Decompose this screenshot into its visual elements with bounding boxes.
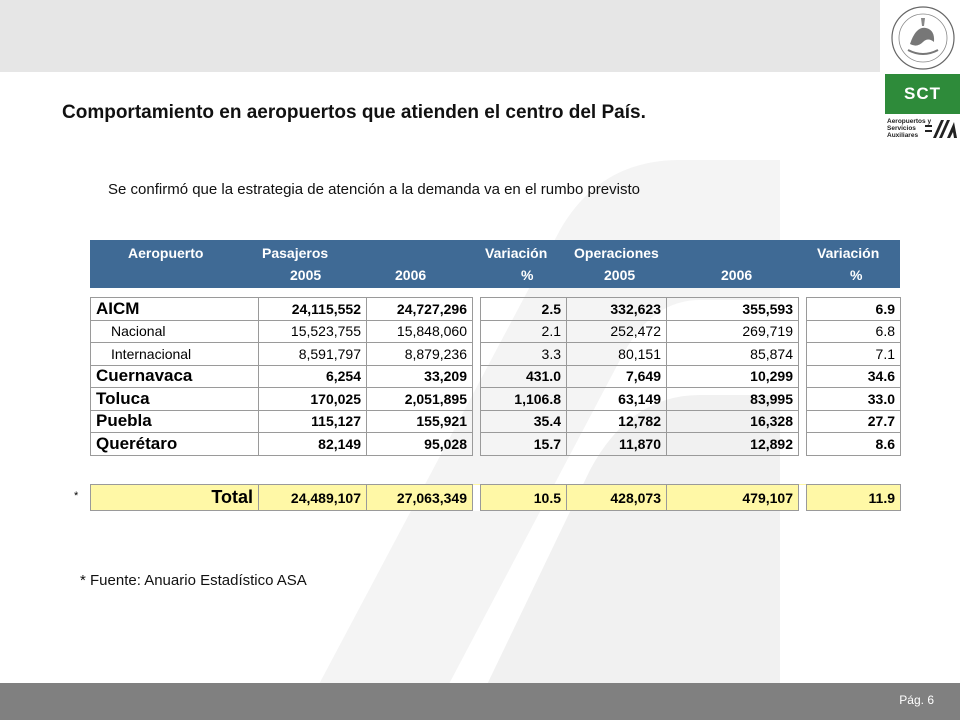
operaciones-2006: 83,995 [667, 388, 799, 411]
operaciones-variacion: 33.0 [807, 388, 901, 411]
pasajeros-2006: 24,727,296 [367, 298, 473, 321]
pasajeros-variacion: 15.7 [481, 433, 567, 456]
operaciones-variacion: 8.6 [807, 433, 901, 456]
asa-mark-icon [925, 120, 957, 138]
table-row [91, 320, 901, 343]
total-row [90, 484, 901, 511]
operaciones-variacion: 6.8 [807, 320, 901, 343]
operaciones-2006: 10,299 [667, 365, 799, 388]
col-header-pct-operaciones: % [850, 267, 863, 283]
table-row [91, 433, 901, 456]
pasajeros-variacion: 2.5 [481, 298, 567, 321]
pasajeros-2005: 6,254 [259, 365, 367, 388]
airport-name: Cuernavaca [91, 365, 259, 388]
total-asterisk: * [74, 490, 79, 502]
airport-name: Puebla [91, 410, 259, 433]
asa-line-1: Aeropuertos y [887, 118, 932, 125]
total-operaciones-2005: 428,073 [567, 485, 667, 511]
operaciones-2005: 252,472 [567, 320, 667, 343]
operaciones-2006: 269,719 [667, 320, 799, 343]
pasajeros-2006: 2,051,895 [367, 388, 473, 411]
col-header-pasajeros: Pasajeros [262, 245, 329, 261]
operaciones-2005: 63,149 [567, 388, 667, 411]
pasajeros-2006: 155,921 [367, 410, 473, 433]
operaciones-variacion: 7.1 [807, 343, 901, 366]
operaciones-variacion: 27.7 [807, 410, 901, 433]
col-header-pasajeros-2006: 2006 [395, 267, 427, 283]
col-header-variacion-pasajeros: Variación [485, 245, 548, 261]
asa-line-3: Auxiliares [887, 132, 919, 139]
pasajeros-2006: 33,209 [367, 365, 473, 388]
col-header-aeropuerto: Aeropuerto [128, 245, 204, 261]
total-pasajeros-2005: 24,489,107 [259, 485, 367, 511]
table-row [91, 343, 901, 366]
col-header-variacion-operaciones: Variación [817, 245, 880, 261]
table-header [90, 240, 900, 288]
pasajeros-variacion: 431.0 [481, 365, 567, 388]
col-header-operaciones-2006: 2006 [721, 267, 753, 283]
pasajeros-2005: 8,591,797 [259, 343, 367, 366]
pasajeros-2006: 95,028 [367, 433, 473, 456]
total-pasajeros-variacion: 10.5 [481, 485, 567, 511]
pasajeros-2005: 115,127 [259, 410, 367, 433]
pasajeros-2005: 24,115,552 [259, 298, 367, 321]
table-row [91, 298, 901, 321]
operaciones-2006: 85,874 [667, 343, 799, 366]
total-label: Total [91, 485, 259, 511]
airport-name: Toluca [91, 388, 259, 411]
total-operaciones-2006: 479,107 [667, 485, 799, 511]
footer-bar [0, 683, 960, 720]
airport-name: Internacional [91, 343, 259, 366]
operaciones-2005: 332,623 [567, 298, 667, 321]
asa-line-2: Servicios [887, 125, 916, 132]
pasajeros-2005: 82,149 [259, 433, 367, 456]
airport-name: Nacional [91, 320, 259, 343]
page-title: Comportamiento en aeropuertos que atienden el centro del País. [62, 102, 646, 123]
operaciones-2006: 355,593 [667, 298, 799, 321]
operaciones-variacion: 34.6 [807, 365, 901, 388]
airport-table [90, 297, 901, 456]
operaciones-2005: 80,151 [567, 343, 667, 366]
operaciones-2005: 12,782 [567, 410, 667, 433]
sct-logo: SCT [885, 74, 960, 114]
col-header-pasajeros-2005: 2005 [290, 267, 322, 283]
total-operaciones-variacion: 11.9 [807, 485, 901, 511]
table-row [91, 410, 901, 433]
operaciones-2006: 16,328 [667, 410, 799, 433]
page-subtitle: Se confirmó que la estrategia de atención a la demanda va en el rumbo previsto [108, 181, 640, 198]
pasajeros-variacion: 35.4 [481, 410, 567, 433]
operaciones-2005: 7,649 [567, 365, 667, 388]
pasajeros-2006: 15,848,060 [367, 320, 473, 343]
pasajeros-variacion: 3.3 [481, 343, 567, 366]
pasajeros-variacion: 2.1 [481, 320, 567, 343]
pasajeros-2005: 15,523,755 [259, 320, 367, 343]
table-row [91, 365, 901, 388]
pasajeros-2005: 170,025 [259, 388, 367, 411]
operaciones-variacion: 6.9 [807, 298, 901, 321]
operaciones-2005: 11,870 [567, 433, 667, 456]
airport-name: Querétaro [91, 433, 259, 456]
pasajeros-2006: 8,879,236 [367, 343, 473, 366]
source-footnote: * Fuente: Anuario Estadístico ASA [80, 572, 307, 589]
col-header-operaciones: Operaciones [574, 245, 659, 261]
airport-name: AICM [91, 298, 259, 321]
page-number: Pág. 6 [899, 693, 934, 707]
total-pasajeros-2006: 27,063,349 [367, 485, 473, 511]
table-row [91, 388, 901, 411]
col-header-operaciones-2005: 2005 [604, 267, 636, 283]
pasajeros-variacion: 1,106.8 [481, 388, 567, 411]
operaciones-2006: 12,892 [667, 433, 799, 456]
col-header-pct-pasajeros: % [521, 267, 534, 283]
table-row-total [91, 485, 901, 511]
national-seal-icon [888, 4, 958, 72]
